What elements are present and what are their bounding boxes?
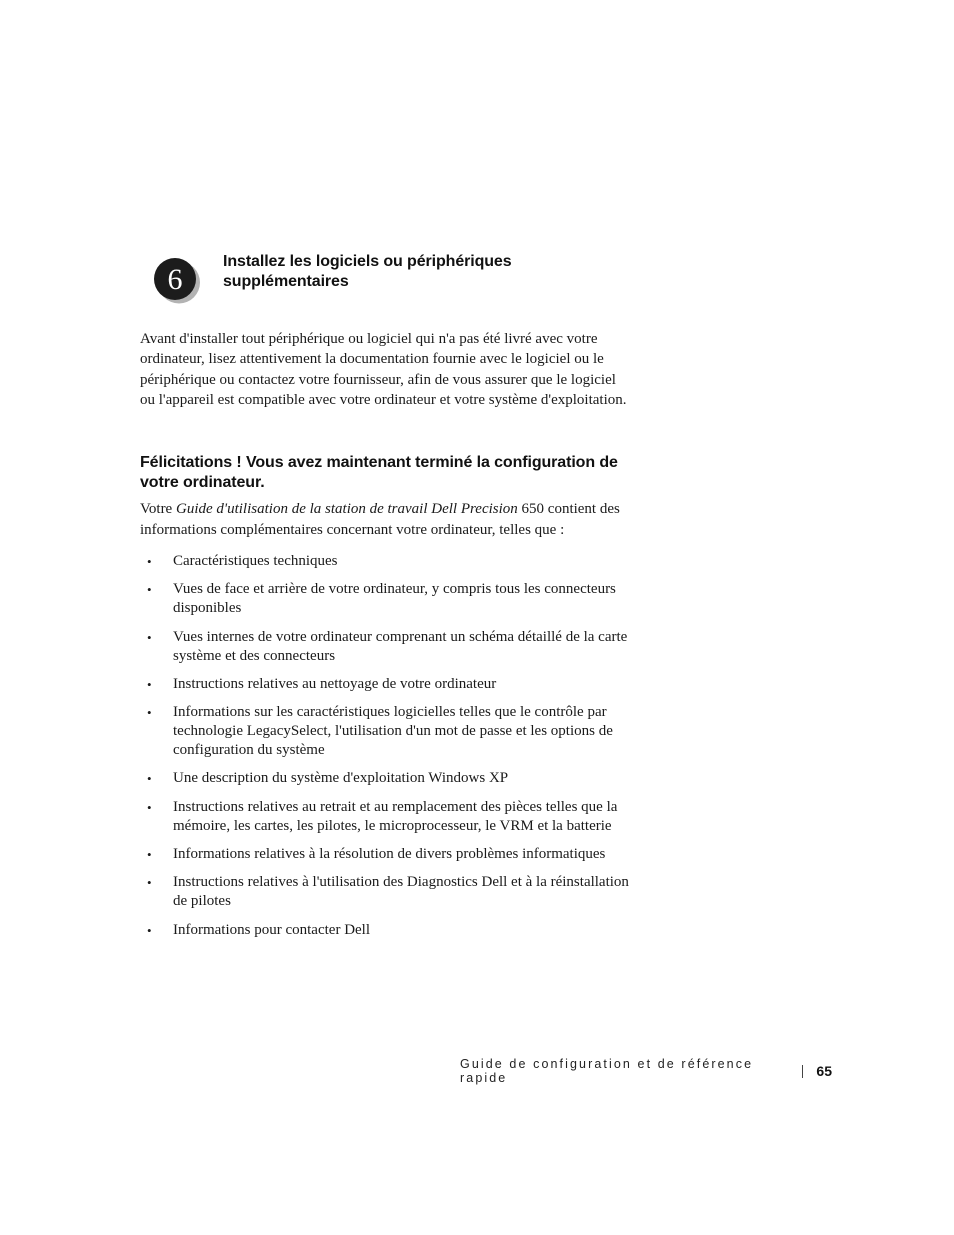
list-item bbox=[140, 580, 632, 618]
footer-title: Guide de configuration et de référence rapide bbox=[460, 1057, 754, 1085]
lead-suffix: contient des informations complémentaires concernant votre ordinateur, telles que : bbox=[140, 501, 620, 538]
bullet-marker: • bbox=[147, 847, 152, 863]
step-title-line2: supplémentaires bbox=[223, 273, 349, 290]
list-item-text: Instructions relatives au retrait et au remplacement des pièces telles que la mémoire, les cartes, les pilotes, le microprocesseur, le VRM et la batterie bbox=[173, 798, 618, 834]
footer-divider bbox=[802, 1065, 803, 1078]
page-footer bbox=[460, 1057, 832, 1085]
bullet-marker: • bbox=[147, 554, 152, 569]
info-list bbox=[140, 552, 632, 949]
list-item bbox=[140, 675, 632, 694]
list-item-text: Instructions relatives à l'utilisation des Diagnostics Dell et à la réinstallation de pilotes bbox=[173, 874, 629, 910]
list-item bbox=[140, 628, 632, 666]
bullet-marker: • bbox=[147, 582, 152, 598]
list-item-text: Informations sur les caractéristiques logicielles telles que le contrôle par technologie LegacySelect, l'utilisation d'un mot de passe et les options de configuration du système bbox=[173, 704, 613, 759]
bullet-marker: • bbox=[147, 676, 152, 692]
list-item-text: Caractéristiques techniques bbox=[173, 553, 338, 569]
lead-prefix: Votre bbox=[140, 501, 176, 517]
step-number-badge bbox=[153, 256, 201, 304]
list-item-text: Une description du système d'exploitation Windows XP bbox=[173, 770, 509, 787]
list-item bbox=[140, 921, 632, 940]
list-item-text: Instructions relatives au nettoyage de votre ordinateur bbox=[173, 675, 497, 692]
list-item-text: Vues de face et arrière de votre ordinateur, y compris tous les connecteurs disponibles bbox=[173, 581, 616, 617]
bullet-marker: • bbox=[147, 629, 152, 645]
bullet-marker: • bbox=[147, 705, 152, 721]
list-item bbox=[140, 552, 632, 571]
list-item bbox=[140, 703, 632, 760]
badge-number: 6 bbox=[167, 263, 183, 296]
bullet-marker: • bbox=[147, 875, 152, 891]
list-item bbox=[140, 845, 632, 864]
model-number: 650 bbox=[517, 501, 548, 517]
bullet-marker: • bbox=[147, 799, 152, 815]
lead-paragraph bbox=[140, 499, 632, 541]
step-title-line1: Installez les logiciels ou périphériques bbox=[223, 253, 512, 270]
guide-title: Guide d'utilisation de la station de travail Dell Precision bbox=[175, 501, 518, 517]
page-number: 65 bbox=[816, 1063, 832, 1079]
intro-paragraph: Avant d'installer tout périphérique ou logiciel qui n'a pas été livré avec votre ordinateur, lisez attentivement la documentation fournie avec le logiciel ou le périphérique ou contactez votre fournisseur, afin de vous assurer que le logiciel ou l'appareil est compatible avec votre ordinateur et votre système d'exploitation. bbox=[140, 331, 627, 408]
bullet-marker: • bbox=[147, 922, 152, 938]
list-item-text: Informations pour contacter Dell bbox=[173, 921, 371, 938]
bullet-marker: • bbox=[147, 771, 152, 787]
list-item-text: Vues internes de votre ordinateur comprenant un schéma détaillé de la carte système et des connecteurs bbox=[173, 628, 628, 664]
list-item bbox=[140, 798, 632, 836]
list-item bbox=[140, 873, 632, 911]
step-title bbox=[223, 252, 623, 292]
list-item bbox=[140, 769, 632, 788]
congratulations-heading: Félicitations ! Vous avez maintenant terminé la configuration de votre ordinateur. bbox=[140, 454, 618, 491]
list-item-text: Informations relatives à la résolution de divers problèmes informatiques bbox=[173, 846, 606, 863]
